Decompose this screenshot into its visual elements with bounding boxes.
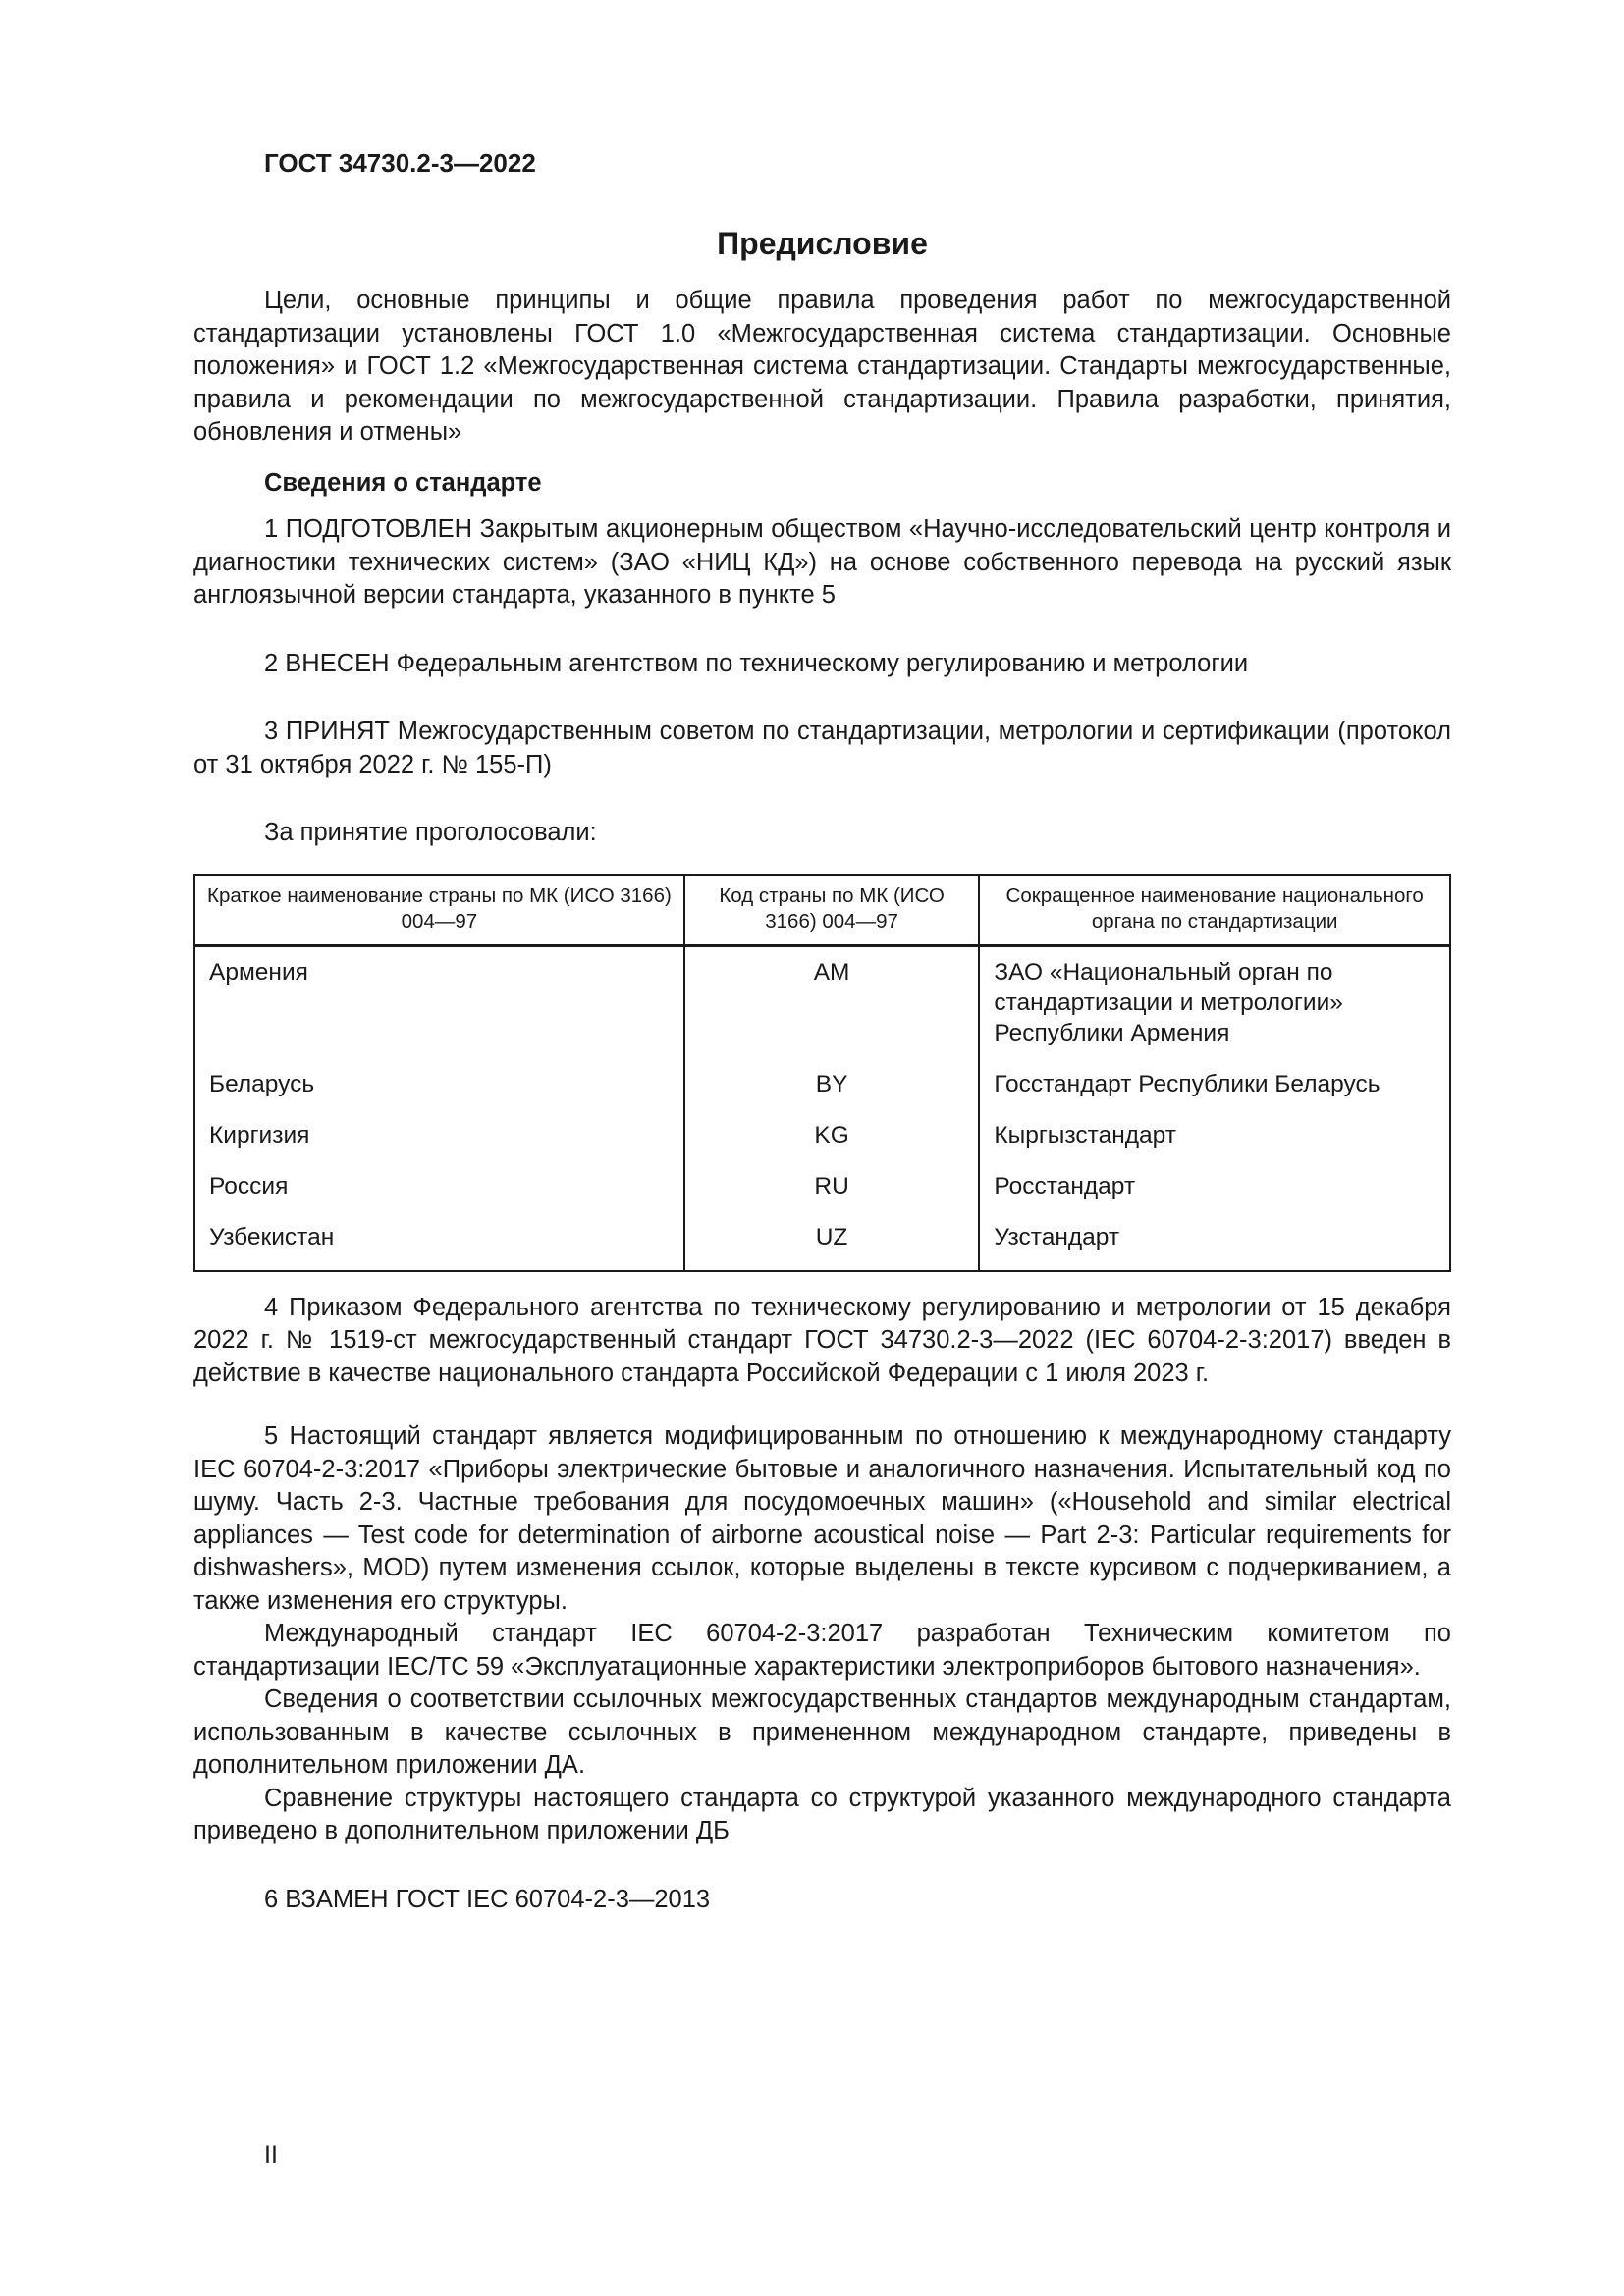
item-6-paragraph: 6 ВЗАМЕН ГОСТ IEC 60704-2-3—2013 xyxy=(264,1885,711,1913)
table-header-row xyxy=(194,875,1450,946)
cell-code: KG xyxy=(684,1117,980,1168)
cell-country: Армения xyxy=(209,958,308,986)
cell-org: ЗАО «Национальный орган по стандартизации и метрологии» Республики Армения xyxy=(979,945,1450,1066)
item-5-annex-db-paragraph: Сравнение структуры настоящего стандарта со структурой указанного международного стандарта приведено в дополнительном приложении ДБ xyxy=(193,1784,1451,1844)
cell-country: Россия xyxy=(209,1172,289,1200)
cell-code: AM xyxy=(684,945,980,1066)
page-title: Предисловие xyxy=(717,226,928,261)
cell-code: UZ xyxy=(684,1219,980,1271)
item-2-paragraph: 2 ВНЕСЕН Федеральным агентством по техническому регулированию и метрологии xyxy=(264,649,1249,677)
item-1-paragraph: 1 ПОДГОТОВЛЕН Закрытым акционерным обществом «Научно-исследовательский центр контроля и диагностики технических систем» (ЗАО «НИЦ КД») на основе собственного перевода на русский язык англоязычной версии стандарта, указанного в пункте 5 xyxy=(193,515,1451,609)
table-row xyxy=(194,1219,1450,1271)
cell-org: Росстандарт xyxy=(979,1168,1450,1219)
item-5-annex-da-paragraph: Сведения о соответствии ссылочных межгосударственных стандартов международным стандартам, использованным в качестве ссылочных в примененном международном стандарте, приведены в дополнительном приложении ДА. xyxy=(193,1685,1451,1779)
voted-label: За принятие проголосовали: xyxy=(264,819,597,846)
cell-code: BY xyxy=(684,1066,980,1117)
cell-org: Госстандарт Республики Беларусь xyxy=(979,1066,1450,1117)
column-header-code: Код страны по МК (ИСО 3166) 004—97 xyxy=(684,875,980,946)
member-states-table xyxy=(193,874,1451,1272)
document-id: ГОСТ 34730.2-3—2022 xyxy=(264,148,536,178)
column-header-country: Краткое наименование страны по МК (ИСО 3166) 004—97 xyxy=(194,875,684,946)
cell-country: Беларусь xyxy=(209,1070,315,1097)
column-header-org: Сокращенное наименование национального органа по стандартизации xyxy=(979,875,1450,946)
item-3-paragraph: 3 ПРИНЯТ Межгосударственным советом по стандартизации, метрологии и сертификации (протокол от 31 октября 2022 г. № 155-П) xyxy=(193,718,1451,778)
item-5-iec-committee-paragraph: Международный стандарт IEC 60704-2-3:2017 разработан Техническим комитетом по стандартизации IEC/TC 59 «Эксплуатационные характеристики электроприборов бытового назначения». xyxy=(193,1620,1451,1681)
table-row xyxy=(194,945,1450,1066)
preface-body xyxy=(193,285,1451,1916)
item-5-paragraph: 5 Настоящий стандарт является модифицированным по отношению к международному стандарту IEC 60704-2-3:2017 «Приборы электрические бытовые и аналогичного назначения. Испытательный код по шуму. Часть 2-3. Частные требования для посудомоечных машин» («Household and similar electrical appliances — Test code for determination of airborne acoustical noise — Part 2-3: Particular requirements for dishwashers», MOD) путем изменения ссылок, которые выделены в тексте курсивом с подчеркиванием, а также изменения его структуры. xyxy=(193,1422,1451,1615)
table-row xyxy=(194,1168,1450,1219)
item-4-paragraph: 4 Приказом Федерального агентства по техническому регулированию и метрологии от 15 декабря 2022 г. № 1519-ст межгосударственный стандарт ГОСТ 34730.2-3—2022 (IEC 60704-2-3:2017) введен в действие в качестве национального стандарта Российской Федерации с 1 июля 2023 г. xyxy=(193,1293,1451,1387)
section-subheading: Сведения о стандарте xyxy=(264,468,542,497)
cell-country: Киргизия xyxy=(209,1121,310,1148)
table-row xyxy=(194,1117,1450,1168)
table-row xyxy=(194,1066,1450,1117)
cell-org: Кыргызстандарт xyxy=(979,1117,1450,1168)
cell-org: Узстандарт xyxy=(979,1219,1450,1271)
cell-code: RU xyxy=(684,1168,980,1219)
intro-paragraph: Цели, основные принципы и общие правила проведения работ по межгосударственной стандартизации установлены ГОСТ 1.0 «Межгосударственная система стандартизации. Основные положения» и ГОСТ 1.2 «Межгосударственная система стандартизации. Стандарты межгосударственные, правила и рекомендации по межгосударственной стандартизации. Правила разработки, принятия, обновления и отмены» xyxy=(193,287,1451,446)
cell-country: Узбекистан xyxy=(209,1223,335,1251)
page-number: II xyxy=(264,2141,278,2168)
